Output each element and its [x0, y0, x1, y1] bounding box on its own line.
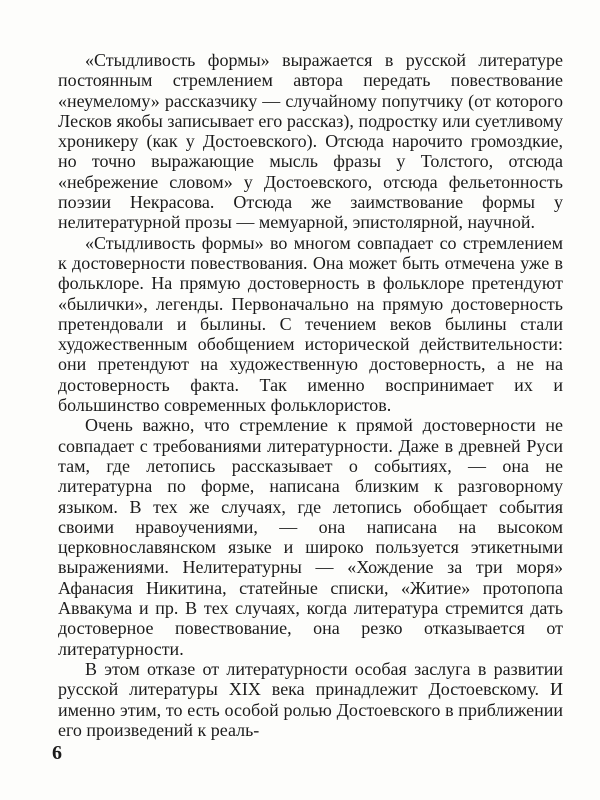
- body-text: [58, 50, 563, 740]
- paragraph-3: Очень важно, что стремление к прямой достоверности не совпадает с требованиями литературности. Даже в древней Руси там, где летопись рассказывает о событиях, — она не литературна по форме, написана близким к разговорному языком. В тех же случаях, где летопись обобщает события своими нравоучениями, — она написана на высоком церковнославянском языке и широко пользуется этикетными выражениями. Нелитературны — «Хождение за три моря» Афанасия Никитина, статейные списки, «Житие» протопопа Аввакума и пр. В тех случаях, когда литература стремится дать достоверное повествование, она резко отказывается от литературности.: [58, 415, 563, 659]
- paragraph-4: В этом отказе от литературности особая заслуга в развитии русской литературы XIX века принадлежит Достоевскому. И именно этим, то есть особой ролью Достоевского в приближении его произведений к реаль-: [58, 658, 563, 740]
- paragraph-1: «Стыдливость формы» выражается в русской литературе постоянным стремлением автора передать повествование «неумелому» рассказчику — случайному попутчику (от которого Лесков якобы записывает его рассказ), подростку или суетливому хроникеру (как у Достоевского). Отсюда нарочито громоздкие, но точно выражающие мысль фразы у Толстого, отсюда «небрежение словом» у Достоевского, отсюда фельетонность поэзии Некрасова. Отсюда же заимствование формы у нелитературной прозы — мемуарной, эпистолярной, научной.: [58, 50, 563, 233]
- page-number: 6: [52, 742, 62, 764]
- paragraph-2: «Стыдливость формы» во многом совпадает со стремлением к достоверности повествования. Она может быть отмечена уже в фольклоре. На прямую достоверность в фольклоре претендуют «былички», легенды. Первоначально на прямую достоверность претендовали и былины. С течением веков былины стали художественным обобщением исторической действительности: они претендуют на художественную достоверность, а не на достоверность факта. Так именно воспринимает их и большинство современных фольклористов.: [58, 232, 563, 416]
